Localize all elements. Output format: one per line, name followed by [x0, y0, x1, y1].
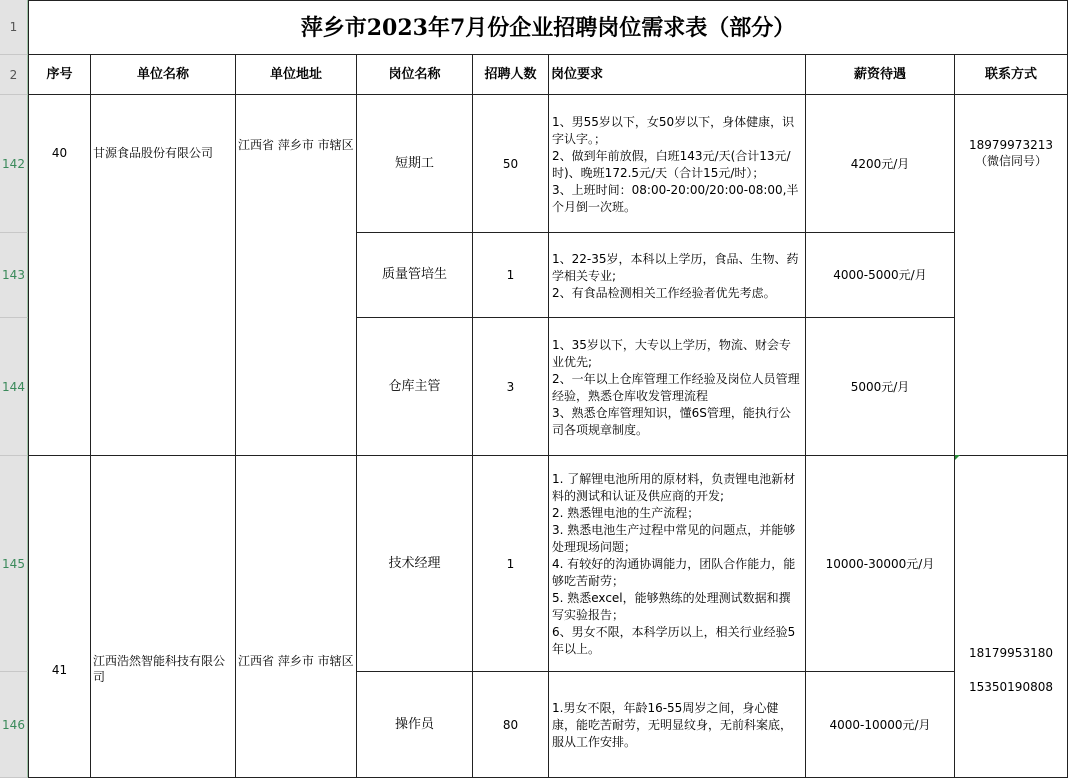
job-position[interactable]: 质量管培生: [357, 233, 473, 318]
job-salary[interactable]: 4200元/月: [806, 95, 955, 233]
company-address[interactable]: 江西省 萍乡市 市辖区: [236, 456, 357, 778]
company-index[interactable]: 41: [29, 456, 91, 778]
contact-line: 18179953180: [969, 646, 1053, 660]
job-position[interactable]: 短期工: [357, 95, 473, 233]
job-count[interactable]: 3: [473, 318, 549, 456]
header-count[interactable]: 招聘人数: [473, 55, 549, 95]
header-index[interactable]: 序号: [29, 55, 91, 95]
job-position[interactable]: 操作员: [357, 672, 473, 778]
job-salary[interactable]: 10000-30000元/月: [806, 456, 955, 672]
job-requirements[interactable]: 1、22-35岁，本科以上学历，食品、生物、药学相关专业; 2、有食品检测相关工作经验者优先考虑。: [549, 233, 806, 318]
job-salary[interactable]: 4000-10000元/月: [806, 672, 955, 778]
header-salary[interactable]: 薪资待遇: [806, 55, 955, 95]
row-header-145[interactable]: 145: [0, 456, 28, 672]
job-salary[interactable]: 4000-5000元/月: [806, 233, 955, 318]
job-requirements[interactable]: 1. 了解锂电池所用的原材料，负责锂电池新材料的测试和认证及供应商的开发; 2. 熟悉锂电池的生产流程； 3. 熟悉电池生产过程中常见的问题点，并能够处理现场问题； 4. 有较好的沟通协调能力，团队合作能力，能够吃苦耐劳； 5. 熟悉excel，能够熟练的处理测试数据和撰写实验报告； 6、男女不限，本科学历以上，相关行业经验5年以上。: [549, 456, 806, 672]
contact-line: 15350190808: [969, 680, 1053, 694]
row-header-143[interactable]: 143: [0, 233, 28, 318]
job-position[interactable]: 仓库主管: [357, 318, 473, 456]
company-contact[interactable]: [955, 456, 1068, 778]
job-requirements[interactable]: 1、男55岁以下，女50岁以下，身体健康，识字认字。； 2、做到年前放假，白班143元/天(合计13元/时)、晚班172.5元/天（合计15元/时）； 3、上班时间：08:00-20:00/20:00-08:00,半个月倒一次班。: [549, 95, 806, 233]
header-position[interactable]: 岗位名称: [357, 55, 473, 95]
company-name[interactable]: 甘源食品股份有限公司: [91, 95, 236, 456]
header-address[interactable]: 单位地址: [236, 55, 357, 95]
comment-indicator-icon: [955, 455, 960, 460]
job-position[interactable]: 技术经理: [357, 456, 473, 672]
header-contact[interactable]: 联系方式: [955, 55, 1068, 95]
page-title[interactable]: 萍乡市2023年7月份企业招聘岗位需求表（部分）: [29, 1, 1068, 55]
row-header-142[interactable]: 142: [0, 95, 28, 233]
row-header-2[interactable]: 2: [0, 55, 28, 95]
contact-line: （微信同号）: [974, 154, 1047, 168]
job-count[interactable]: 80: [473, 672, 549, 778]
job-requirements[interactable]: 1、35岁以下，大专以上学历，物流、财会专业优先; 2、一年以上仓库管理工作经验及岗位人员管理经验，熟悉仓库收发管理流程 3、熟悉仓库管理知识，懂6S管理，能执行公司各项规章制度。: [549, 318, 806, 456]
job-count[interactable]: 1: [473, 456, 549, 672]
row-header-1[interactable]: 1: [0, 0, 28, 55]
job-requirements[interactable]: 1.男女不限，年龄16-55周岁之间，身心健康，能吃苦耐劳，无明显纹身，无前科案底，服从工作安排。: [549, 672, 806, 778]
row-header-146[interactable]: 146: [0, 672, 28, 778]
header-company[interactable]: 单位名称: [91, 55, 236, 95]
job-count[interactable]: 1: [473, 233, 549, 318]
company-index[interactable]: 40: [29, 95, 91, 456]
job-salary[interactable]: 5000元/月: [806, 318, 955, 456]
company-address[interactable]: 江西省 萍乡市 市辖区: [236, 95, 357, 456]
contact-line: 18979973213: [969, 138, 1053, 152]
header-requirements[interactable]: 岗位要求: [549, 55, 806, 95]
company-contact[interactable]: [955, 95, 1068, 456]
row-header-144[interactable]: 144: [0, 318, 28, 456]
company-name[interactable]: 江西浩然智能科技有限公司: [91, 456, 236, 778]
job-count[interactable]: 50: [473, 95, 549, 233]
